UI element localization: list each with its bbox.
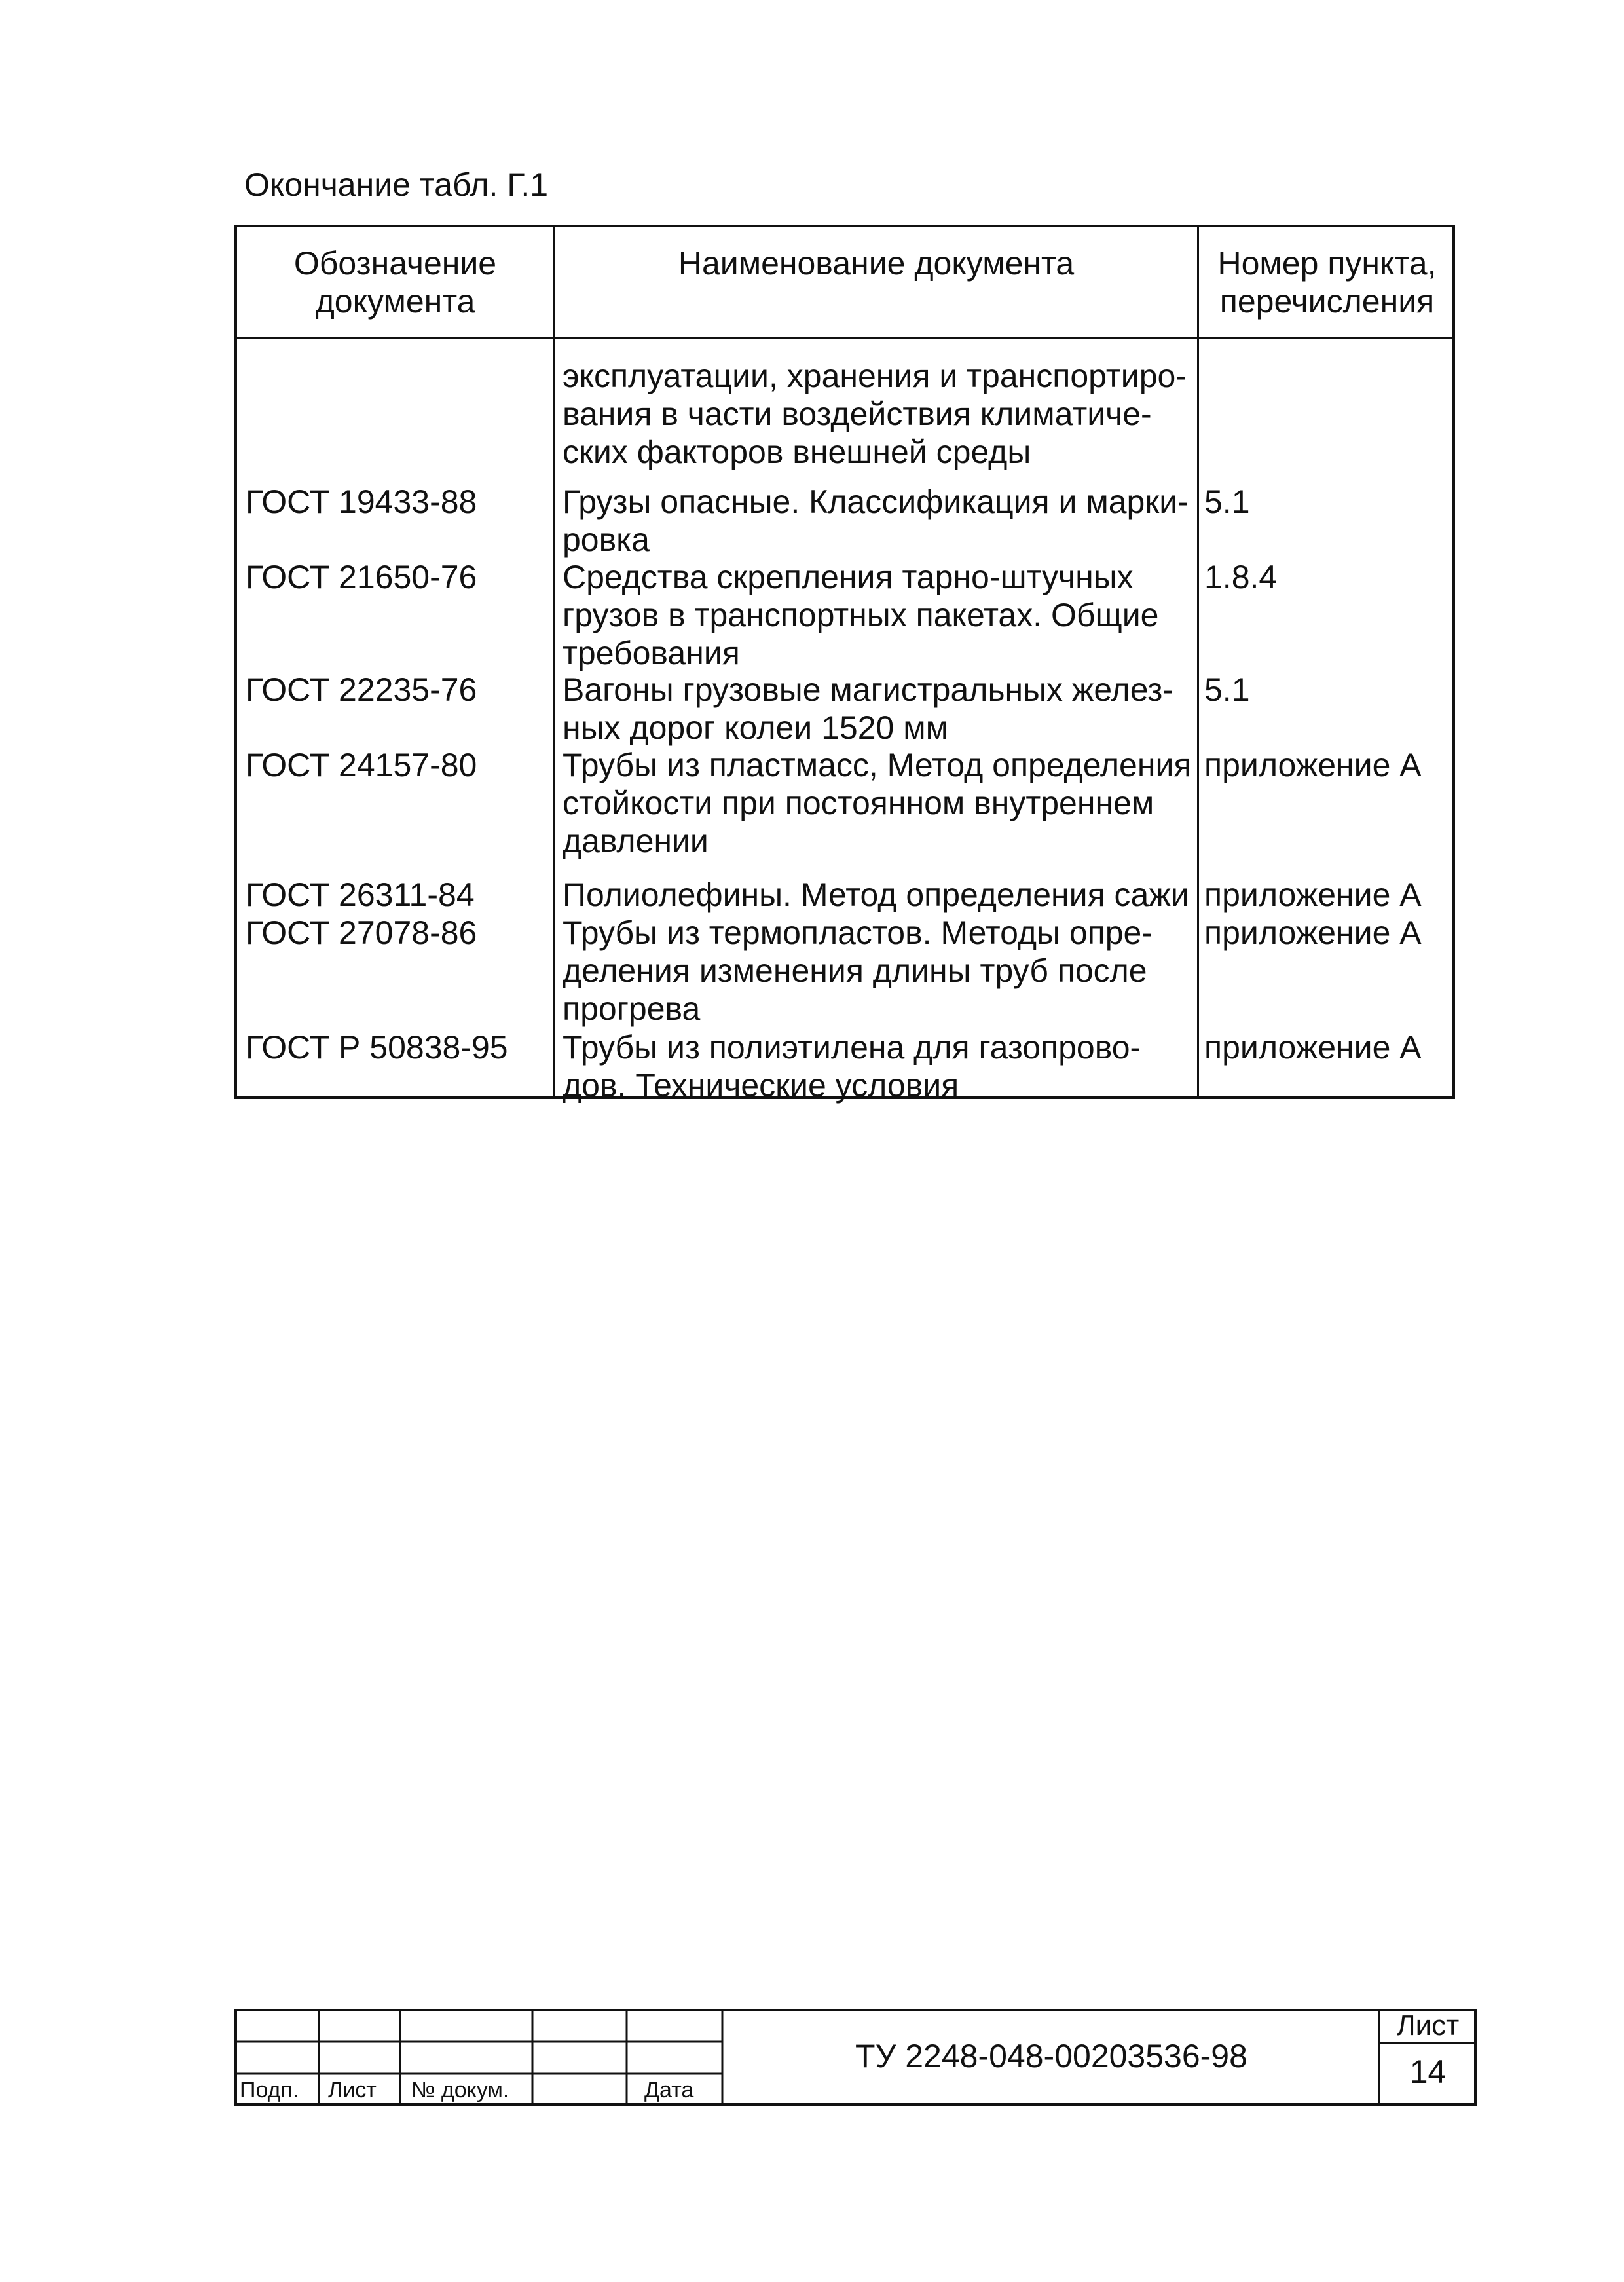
label-sheet: Лист: [328, 2078, 377, 2103]
row-designation: ГОСТ 24157-80: [246, 747, 477, 783]
row-designation: ГОСТ 26311-84: [246, 876, 475, 913]
row-document-name: Трубы из полиэтилена для газопрово- дов. Технические условия: [563, 1029, 1141, 1104]
document-code-cell: [724, 2009, 1379, 2106]
row-designation: ГОСТ Р 50838-95: [246, 1029, 508, 1066]
sheet-number: 14: [1409, 2053, 1447, 2090]
header-document-name: Наименование документа: [678, 245, 1075, 282]
header-divider: [237, 337, 1452, 339]
row-document-name: эксплуатации, хранения и транспортиро- вания в части воздействия климатиче- ских факторов внешней среды: [563, 358, 1187, 470]
table-caption: Окончание табл. Г.1: [244, 166, 549, 203]
sheet-label: Лист: [1396, 2010, 1460, 2042]
label-signature: Подп.: [240, 2078, 299, 2103]
row-clause: 5.1: [1204, 483, 1250, 520]
title-block: [234, 2009, 1477, 2106]
row-clause: приложение А: [1204, 1029, 1422, 1066]
row-clause: приложение А: [1204, 876, 1422, 913]
sheet-cell: [1380, 2009, 1475, 2106]
row-clause: 5.1: [1204, 671, 1250, 708]
row-document-name: Вагоны грузовые магистральных желез- ных дорог колеи 1520 мм: [563, 671, 1173, 746]
row-designation: ГОСТ 27078-86: [246, 914, 477, 951]
reference-documents-table: [234, 225, 1455, 1104]
row-clause: приложение А: [1204, 747, 1422, 783]
row-designation: ГОСТ 22235-76: [246, 671, 477, 708]
document-code: ТУ 2248-048-00203536-98: [855, 2038, 1247, 2074]
column-divider: [1197, 227, 1199, 1096]
header-designation: Обозначение документа: [293, 245, 497, 320]
label-date: Дата: [644, 2078, 694, 2103]
row-designation: ГОСТ 19433-88: [246, 483, 477, 520]
row-designation: ГОСТ 21650-76: [246, 559, 477, 595]
row-clause: 1.8.4: [1204, 559, 1278, 595]
row-document-name: Средства скрепления тарно-штучных грузов в транспортных пакетах. Общие требования: [563, 559, 1159, 671]
row-document-name: Грузы опасные. Классификация и марки- ровка: [563, 483, 1189, 558]
header-clause-number: Номер пункта, перечисления: [1217, 245, 1437, 320]
label-doc-number: № докум.: [411, 2078, 509, 2103]
row-document-name: Трубы из термопластов. Методы опре- деления изменения длины труб после прогрева: [563, 914, 1153, 1027]
row-document-name: Полиолефины. Метод определения сажи: [563, 876, 1189, 913]
column-divider: [553, 227, 555, 1096]
row-clause: приложение А: [1204, 914, 1422, 951]
row-document-name: Трубы из пластмасс, Метод определения стойкости при постоянном внутреннем давлении: [563, 747, 1192, 859]
